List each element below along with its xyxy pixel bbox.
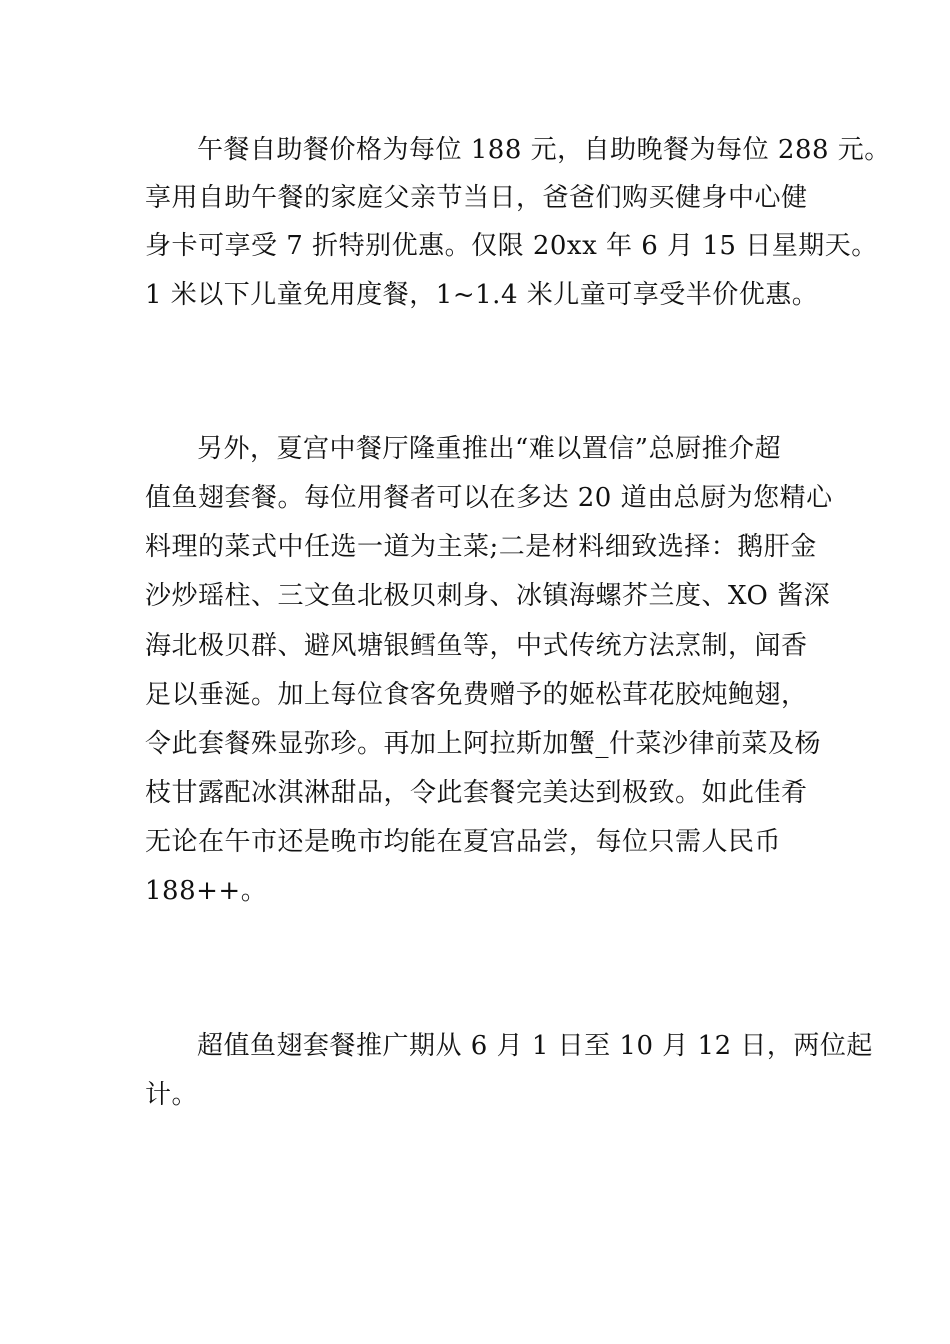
paragraph-2-line-6: 足以垂涎。加上每位食客免费赠予的姬松茸花胶炖鲍翅， <box>145 680 808 710</box>
paragraph-2-line-10: 188++。 <box>145 876 268 906</box>
paragraph-1-line-3: 身卡可享受 7 折特别优惠。仅限 20xx 年 6 月 15 日星期天。 <box>145 231 878 261</box>
paragraph-1-line-2: 享用自助午餐的家庭父亲节当日，爸爸们购买健身中心健 <box>145 183 808 213</box>
paragraph-3-line-2: 计。 <box>145 1080 199 1110</box>
paragraph-2-line-1: 另外，夏宫中餐厅隆重推出“难以置信”总厨推介超 <box>197 434 782 464</box>
paragraph-2-line-8: 枝甘露配冰淇淋甜品，令此套餐完美达到极致。如此佳肴 <box>145 778 808 808</box>
paragraph-1-line-4: 1 米以下儿童免用度餐，1~1.4 米儿童可享受半价优惠。 <box>145 280 819 310</box>
paragraph-3-line-1: 超值鱼翅套餐推广期从 6 月 1 日至 10 月 12 日，两位起 <box>197 1031 873 1061</box>
paragraph-2-line-2: 值鱼翅套餐。每位用餐者可以在多达 20 道由总厨为您精心 <box>145 483 833 513</box>
paragraph-2-line-5: 海北极贝群、避风塘银鳕鱼等，中式传统方法烹制，闻香 <box>145 631 808 661</box>
paragraph-1-line-1: 午餐自助餐价格为每位 188 元，自助晚餐为每位 288 元。 <box>197 135 891 165</box>
paragraph-2-line-3: 料理的菜式中任选一道为主菜;二是材料细致选择：鹅肝金 <box>145 532 817 562</box>
paragraph-2-line-9: 无论在午市还是晚市均能在夏宫品尝，每位只需人民币 <box>145 827 782 857</box>
paragraph-2-line-7: 令此套餐殊显弥珍。再加上阿拉斯加蟹_什菜沙律前菜及杨 <box>145 729 822 759</box>
paragraph-2-line-4: 沙炒瑶柱、三文鱼北极贝刺身、冰镇海螺芥兰度、XO 酱深 <box>145 581 831 611</box>
